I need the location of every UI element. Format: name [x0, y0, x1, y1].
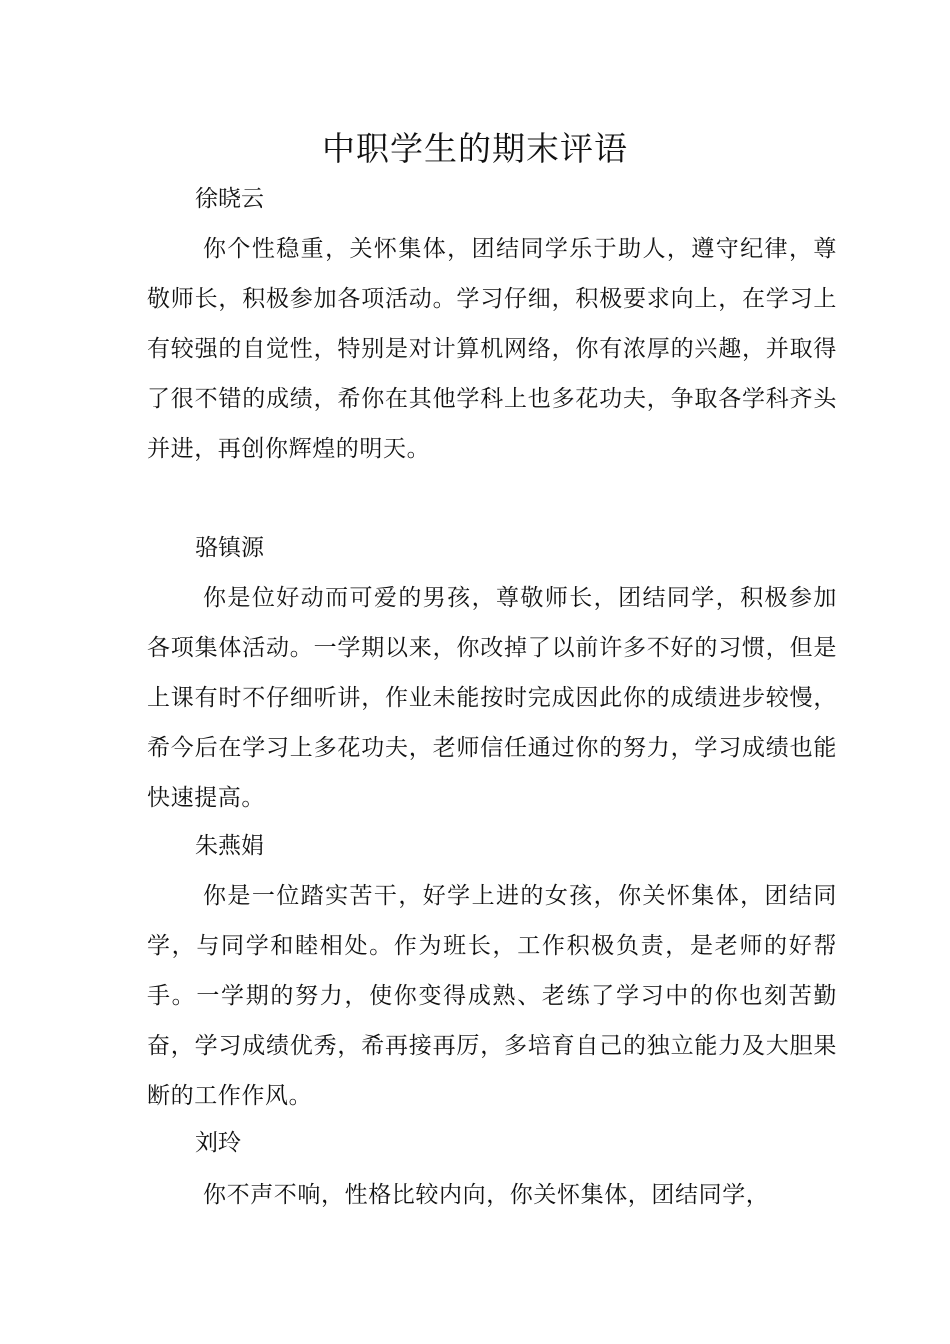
student-name: 徐晓云: [195, 186, 264, 212]
student-name: 刘玲: [195, 1130, 241, 1156]
student-comment: 你是一位踏实苦干，好学上进的女孩，你关怀集体，团结同学，与同学和睦相处。作为班长，工作积极负责，是老师的好帮手。一学期的努力，使你变得成熟、老练了学习中的你也刻苦勤奋，学习成绩优秀，希再接再厉，多培育自己的独立能力及大胆果断的工作作风。: [147, 883, 837, 1109]
student-comment: 你是位好动而可爱的男孩，尊敬师长，团结同学，积极参加各项集体活动。一学期以来，你改掉了以前许多不好的习惯，但是上课有时不仔细听讲，作业未能按时完成因此你的成绩进步较慢，希今后在学习上多花功夫，老师信任通过你的努力，学习成绩也能快速提高。: [147, 585, 837, 811]
student-name: 朱燕娟: [195, 833, 264, 859]
student-comment: 你不声不响，性格比较内向，你关怀集体，团结同学，: [203, 1182, 770, 1208]
student-name: 骆镇源: [195, 535, 264, 561]
document-title: 中职学生的期末评语: [322, 129, 628, 168]
student-comment: 你个性稳重，关怀集体，团结同学乐于助人，遵守纪律，尊敬师长，积极参加各项活动。学习仔细，积极要求向上，在学习上有较强的自觉性，特别是对计算机网络，你有浓厚的兴趣，并取得了很不错的成绩，希你在其他学科上也多花功夫，争取各学科齐头并进，再创你辉煌的明天。: [147, 236, 837, 462]
